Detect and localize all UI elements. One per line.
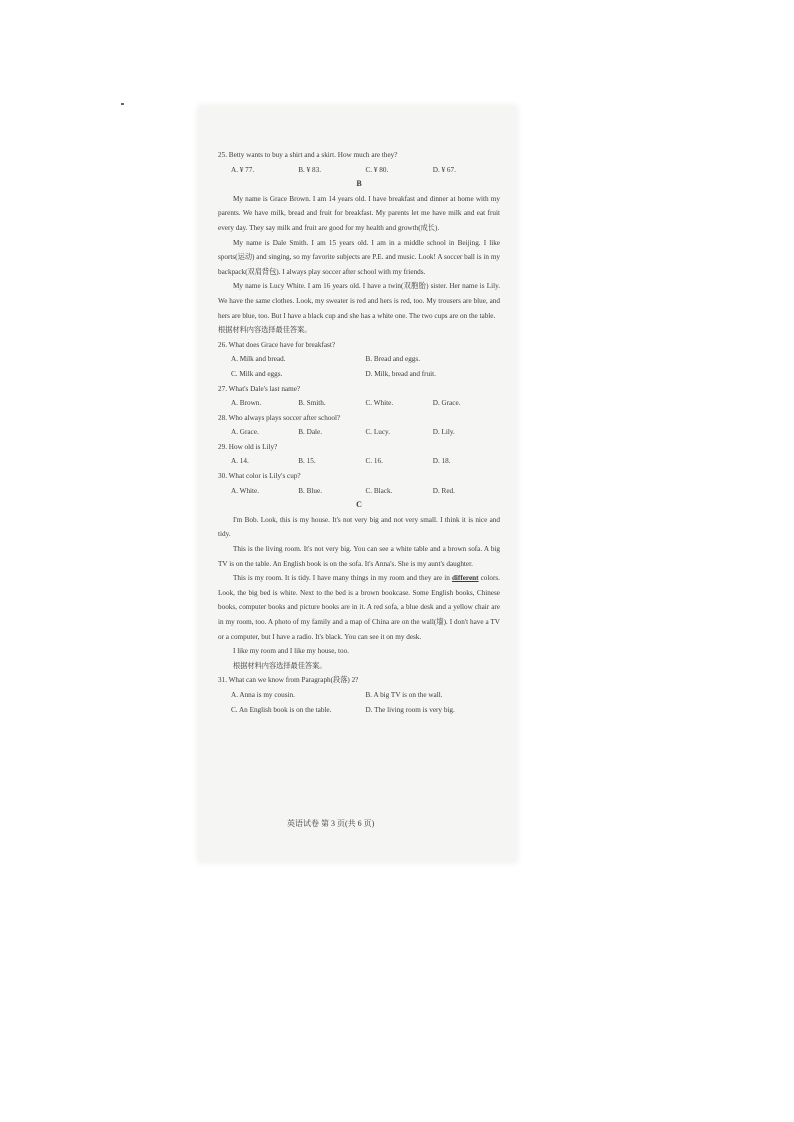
question-31: 31. What can we know from Paragraph(段落) 2? bbox=[218, 676, 359, 685]
option-d: D. Milk, bread and fruit. bbox=[365, 369, 436, 378]
option-a: A. 14. bbox=[231, 457, 249, 466]
passage-b-paragraph-3: My name is Lucy White. I am 16 years old. I have a twin(双胞胎) sister. Her name is Lily. We have the same clothes. Look, my sweater is red and hers is red, too. My trousers are blue, and hers are blue, too. But I have a black cup and she has a white one. The two cups are on the table. bbox=[218, 282, 500, 320]
option-a: A. Anna is my cousin. bbox=[231, 690, 295, 699]
passage-c-paragraph-4: I like my room and I like my house, too. bbox=[233, 647, 349, 656]
section-b-instruction: 根据材料内容选择最佳答案。 bbox=[218, 326, 312, 335]
question-31-options-row-1 bbox=[218, 688, 500, 703]
option-a: A. Milk and bread. bbox=[231, 355, 286, 364]
option-b: B. ¥ 83. bbox=[298, 165, 322, 174]
option-d: D. ¥ 67. bbox=[432, 165, 456, 174]
section-b-title: B bbox=[356, 179, 362, 189]
passage-b-paragraph-1: My name is Grace Brown. I am 14 years old. I have breakfast and dinner at home with my parents. We have milk, bread and fruit for breakfast. My parents let me have milk and eat fruit every day. They say milk and fruit are good for my health and growth(成长). bbox=[218, 194, 500, 232]
option-b: B. 15. bbox=[298, 457, 316, 466]
option-d: D. Red. bbox=[432, 486, 455, 495]
option-b: B. Bread and eggs. bbox=[365, 355, 420, 364]
passage-c-paragraph-2: This is the living room. It's not very big. You can see a white table and a brown sofa. A big TV is on the table. An English book is on the sofa. It's Anna's. She is my aunt's daughter. bbox=[218, 545, 500, 568]
section-c-instruction: 根据材料内容选择最佳答案。 bbox=[233, 661, 327, 670]
option-b: B. Dale. bbox=[298, 428, 323, 437]
option-b: B. Smith. bbox=[298, 399, 326, 408]
paragraph-3-end: colors. Look, the big bed is white. Next to the bed is a brown bookcase. Some English books, Chinese books, computer books and picture books are in it. A red sofa, a blue desk and a yellow chair are in my room, too. A photo of my family and a map of China are on the wall(墙). I don't have a TV or a computer, but I have a radio. It's black. You can see it on my desk. bbox=[218, 574, 500, 641]
option-d: D. Grace. bbox=[432, 399, 461, 408]
question-26: 26. What does Grace have for breakfast? bbox=[218, 340, 336, 349]
option-b: B. Blue. bbox=[298, 486, 323, 495]
question-30-options bbox=[218, 484, 500, 499]
question-26-options-row-1 bbox=[218, 352, 500, 367]
passage-b-paragraph-2: My name is Dale Smith. I am 15 years old. I am in a middle school in Beijing. I like sports(运动) and singing, so my favorite subjects are P.E. and music. Look! A soccer ball is in my backpack(双肩背包). I always play soccer after school with my friends. bbox=[218, 238, 500, 276]
page-footer: 英语试卷 第 3 页(共 6 页) bbox=[287, 819, 375, 828]
option-c: C. Milk and eggs. bbox=[231, 369, 283, 378]
option-b: B. A big TV is on the wall. bbox=[365, 690, 443, 699]
question-25-options bbox=[218, 163, 500, 178]
option-c: C. An English book is on the table. bbox=[231, 705, 332, 714]
option-c: C. Black. bbox=[365, 486, 393, 495]
question-25: 25. Betty wants to buy a shirt and a skirt. How much are they? bbox=[218, 151, 398, 159]
question-29-options bbox=[218, 454, 500, 469]
question-28: 28. Who always plays soccer after school? bbox=[218, 413, 341, 422]
question-29: 29. How old is Lily? bbox=[218, 442, 278, 451]
option-a: A. Brown. bbox=[231, 399, 262, 408]
highlighted-word: different bbox=[451, 574, 479, 583]
option-c: C. White. bbox=[365, 399, 394, 408]
option-a: A. White. bbox=[231, 486, 260, 495]
option-d: D. The living room is very big. bbox=[365, 705, 455, 714]
passage-c-paragraph-3 bbox=[218, 571, 500, 644]
question-31-options-row-2 bbox=[218, 703, 500, 718]
question-28-options bbox=[218, 425, 500, 440]
option-a: A. ¥ 77. bbox=[231, 165, 255, 174]
option-d: D. Lily. bbox=[432, 428, 455, 437]
section-c-title: C bbox=[356, 500, 362, 510]
option-c: C. 16. bbox=[365, 457, 383, 466]
option-c: C. Lucy. bbox=[365, 428, 390, 437]
question-26-options-row-2 bbox=[218, 367, 500, 382]
option-d: D. 18. bbox=[432, 457, 451, 466]
paragraph-3-start: This is my room. It is tidy. I have many things in my room and they are in bbox=[233, 574, 452, 583]
question-27: 27. What's Dale's last name? bbox=[218, 384, 301, 393]
stray-mark bbox=[121, 103, 124, 105]
passage-c-paragraph-1: I'm Bob. Look, this is my house. It's not very big and not very small. I think it is nice and tidy. bbox=[218, 515, 500, 539]
question-27-options bbox=[218, 396, 500, 411]
question-30: 30. What color is Lily's cup? bbox=[218, 472, 301, 481]
option-a: A. Grace. bbox=[231, 428, 259, 437]
option-c: C. ¥ 80. bbox=[365, 165, 389, 174]
page-content bbox=[218, 148, 500, 717]
